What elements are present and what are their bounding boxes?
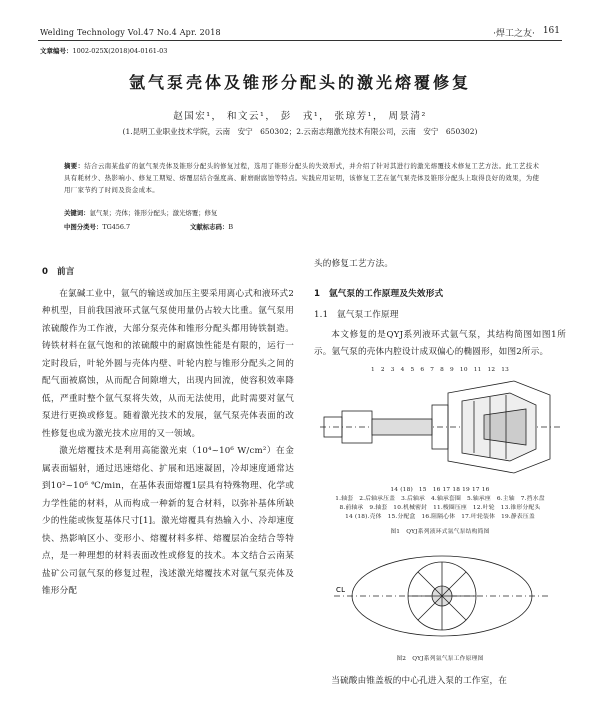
keywords-text: 氩气泵；壳体；锥形分配头；激光熔覆；修复: [89, 209, 218, 217]
pump-structure-drawing: [314, 375, 566, 479]
preface-paragraph-2: 激光熔覆技术是利用高能激光束（10⁴~10⁶ W/cm²）在金属表面辐射，通过迅速熔化、扩展和迅速凝固，冷却速度通常达到10²~10⁶ ℃/min，在基体表面熔覆1层具有特殊物理、化学或力学性能的材料，从而构成一种新的复合材料，以弥补基体所缺少的性能或恢复基体尺寸[1]。激光熔覆具有热输入小、冷却速度快、热影响区小、变形小、熔覆材料多样、熔覆层冶金结合等特点，是一种理想的材料表面改性或修复的技术。本文结合云南某盐矿公司氩气泵的修复过程，浅述激光熔覆技术对氩气泵壳体及锥形分配: [42, 446, 294, 596]
clc-value: TG456.7: [102, 223, 131, 231]
journal-header: Welding Technology Vol.47 No.4 Apr. 2018: [40, 28, 221, 37]
figure-2: [314, 546, 566, 669]
affiliation: (1.昆明工业职业技术学院，云南 安宁 650302；2.云南志翔激光技术有限公司，云南 安宁 650302): [122, 127, 478, 136]
left-column: [42, 256, 294, 601]
paper-title: 氩气泵壳体及锥形分配头的激光熔覆修复: [128, 73, 471, 92]
section-label: ·焊工之友·: [493, 29, 535, 39]
doc-code: [190, 222, 233, 231]
figure-2-title: 图2 QYJ系列氩气泵工作原理图: [396, 656, 484, 662]
right-last-line: 当硫酸由锥盖板的中心孔进入泵的工作室，在: [331, 675, 508, 686]
figure-1-legend-1: 1.轴套 2.后轴承压盖 3.后轴承 4.轴承套圈 5.轴承座 6.主轴 7.挡水盘: [335, 496, 545, 502]
authors: 赵国宏¹， 和文云¹， 彭 戎¹， 张琼芳¹， 周景清²: [173, 111, 427, 122]
abstract-text: 结合云南某盐矿的氩气泵壳体及锥形分配头的修复过程，选用了锥形分配头的失效形式，并介绍了针对其进行的激光熔覆技术修复工艺方法。此工艺技术具有耗材少、热影响小、修复工期短、熔覆层结合强度高、耐磨耐腐蚀等特点。实践应用证明，该修复工艺在氩气泵壳体及锥形分配头上取得良好的效果，为使用厂家节约了时间及资金成本。: [64, 162, 540, 194]
page-number: 161: [542, 26, 560, 36]
figure-1-legend-2: 8.前轴承 9.轴套 10.机械密封 11.梭圈压座 12.叶轮 13.锥形分配头: [339, 505, 541, 511]
article-number-label: 文章编号：: [40, 47, 73, 55]
section-heading-principle: 1 氩气泵的工作原理及失效形式: [314, 288, 444, 299]
keywords: [64, 208, 217, 217]
clc: [64, 222, 130, 231]
figure-1-legend-3: 14 (18).壳体 15.分配盒 16.阻隔心体 17.叶轮装体 19.静表压盖: [345, 514, 535, 520]
figure-1-title: 图1 QYJ系列液环式氩气泵结构简图: [390, 529, 490, 535]
abstract-label: 摘要：: [64, 162, 85, 170]
article-number: [40, 46, 167, 55]
page-header-right: [493, 26, 560, 39]
continuation-text: 头的修复工艺方法。: [314, 259, 394, 269]
figure-1: [314, 366, 566, 542]
header-divider: [38, 40, 562, 41]
doc-code-value: B: [228, 223, 234, 231]
principle-paragraph: 本文修复的是QYJ系列液环式氩气泵，其结构简图如图1所示。氩气泵的壳体内腔设计成双偏心的椭圆形，如图2所示。: [314, 329, 566, 357]
classification-line: [64, 222, 233, 231]
section-heading-preface: 0 前言: [42, 267, 75, 277]
subsection-heading: 1.1 氩气泵工作原理: [314, 310, 399, 320]
figure-1-callouts: 1 2 3 4 5 6 7 8 9 10 11 12 13: [370, 366, 510, 373]
keywords-label: 关键词：: [64, 209, 90, 217]
abstract: [64, 160, 544, 196]
pump-principle-drawing: [314, 546, 566, 642]
article-number-value: 1002-025X(2018)04-0161-03: [72, 47, 168, 55]
fig2-cl-label: CL: [336, 585, 346, 594]
right-column: [314, 256, 566, 690]
main-shaft: [372, 419, 432, 435]
doc-code-label: 文献标志码：: [190, 223, 229, 231]
figure-1-callouts-bottom: 14 (18) 15 16 17 18 19 17 16: [390, 487, 490, 493]
clc-label: 中图分类号：: [64, 223, 103, 231]
preface-paragraph-1: 在氯碱工业中，氩气的输送或加压主要采用离心式和液环式2种机型，目前我国液环式氩气泵使用量仍占较大比重。氩气泵用浓硫酸作为工作液，大部分泵壳体和锥形分配头都用铸铁制造。铸铁材料在氩气饱和的浓硫酸中的耐腐蚀性能是有限的，运行一定时段后，叶轮外圆与壳体内壁、叶轮内腔与锥形分配头之间的配气面被腐蚀，从而配合间隙增大，出现内回流，使容积效率降低，严重时整个氩气泵将失效，从而无法使用，此时需要对氩气泵进行更换或修复。随着激光技术的发展，氩气泵壳体表面的改性修复也成为激光技术应用的又一领域。: [42, 288, 294, 439]
